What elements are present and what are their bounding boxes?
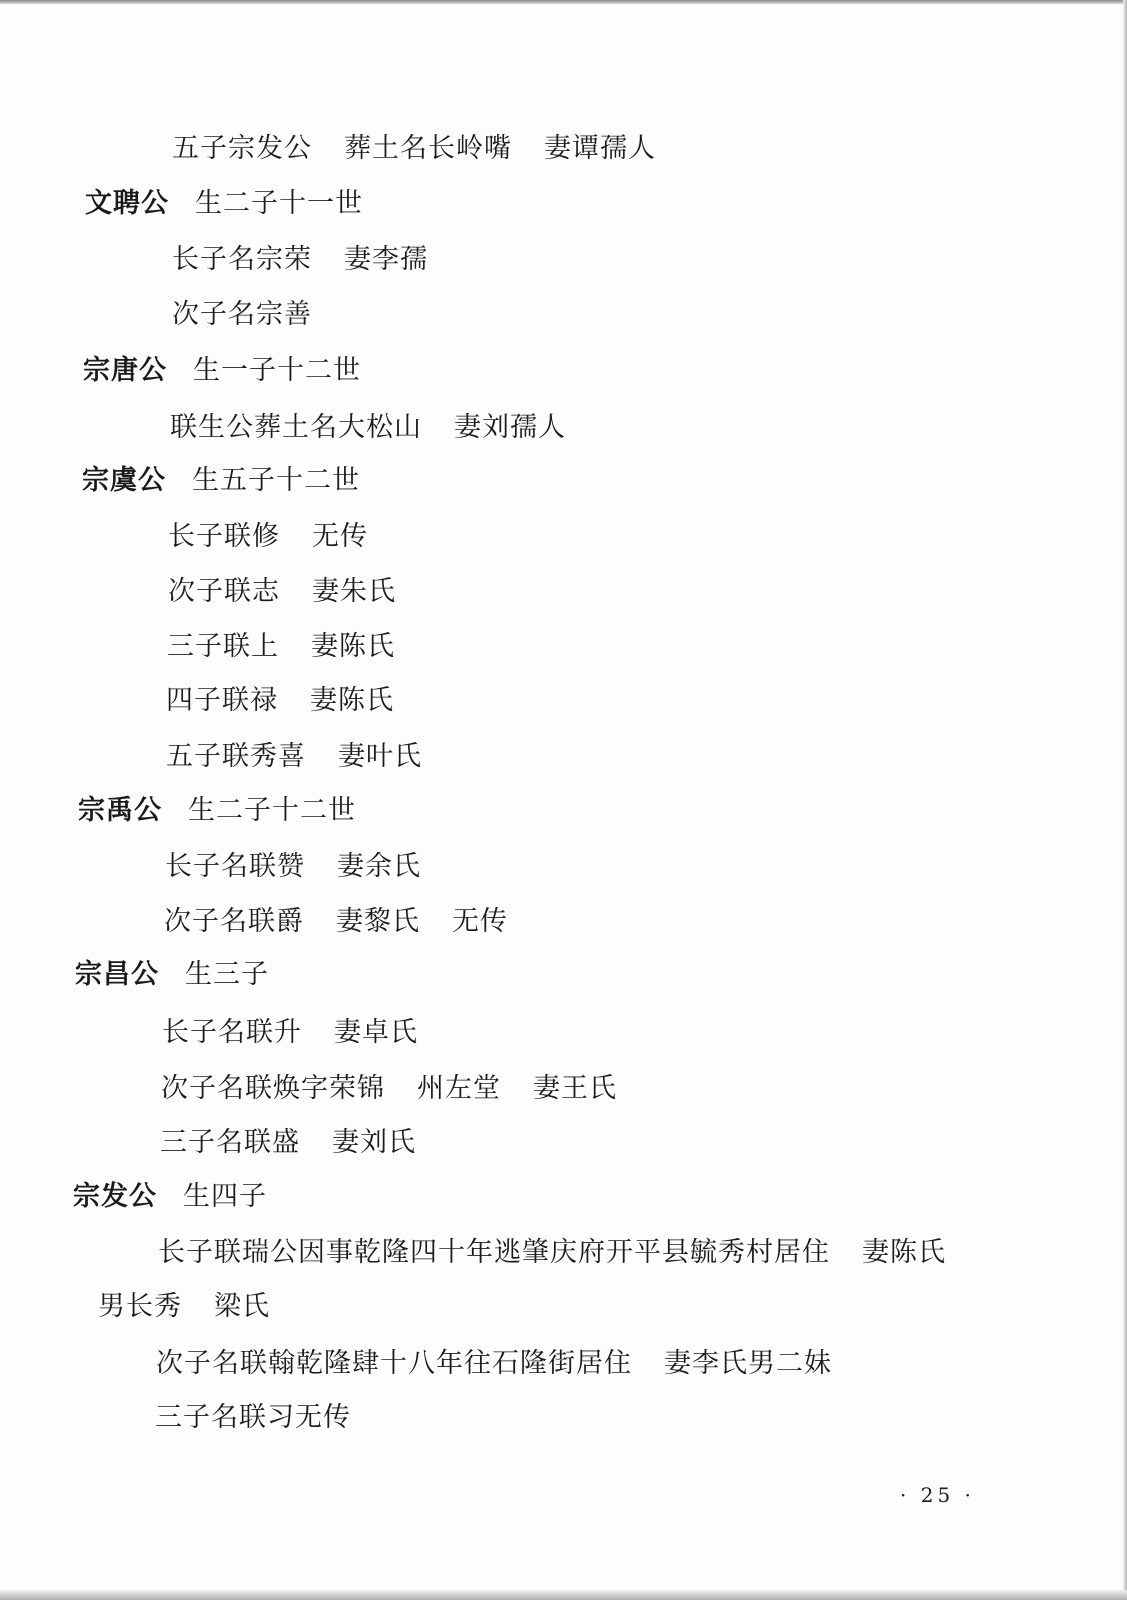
line-text: 无传 (452, 906, 508, 937)
ancestor-name: 宗禹公 (78, 795, 162, 826)
genealogy-line (155, 1401, 351, 1435)
line-text: 五子联秀喜 (166, 741, 306, 772)
genealogy-line (164, 905, 508, 939)
genealogy-line (170, 411, 566, 445)
genealogy-line (160, 1126, 416, 1160)
genealogy-line (172, 132, 656, 166)
ancestor-heading (75, 958, 269, 992)
line-text: 长子联瑞公因事乾隆四十年逃肇庆府开平县毓秀村居住 (158, 1237, 830, 1268)
line-text: 长子名联赞 (165, 851, 305, 882)
genealogy-line (172, 243, 428, 277)
genealogy-line (166, 684, 394, 718)
ancestor-heading (83, 354, 361, 388)
line-text: 妻谭孺人 (544, 133, 656, 164)
line-text: 联生公葬土名大松山 (170, 412, 422, 443)
genealogy-line-continuation (98, 1290, 270, 1324)
ancestor-desc: 生一子十二世 (193, 355, 361, 386)
ancestor-name: 宗发公 (73, 1181, 157, 1212)
genealogy-line (158, 1236, 946, 1270)
ancestor-desc: 生五子十二世 (192, 465, 360, 496)
line-text: 妻卓氏 (334, 1017, 418, 1048)
line-text: 长子联修 (168, 521, 280, 552)
scan-bottom-edge (0, 1590, 1127, 1600)
line-text: 妻黎氏 (336, 906, 420, 937)
line-text: 葬土名长岭嘴 (344, 133, 512, 164)
genealogy-line (166, 740, 422, 774)
line-text: 妻李孺 (344, 244, 428, 275)
genealogy-line (168, 575, 396, 609)
line-text: 妻王氏 (533, 1073, 617, 1104)
genealogy-line (172, 298, 312, 332)
ancestor-desc: 生三子 (185, 959, 269, 990)
line-text: 无传 (312, 521, 368, 552)
ancestor-name: 文聘公 (85, 188, 169, 219)
line-text: 次子联志 (168, 576, 280, 607)
page-number: · 25 · (900, 1483, 975, 1507)
ancestor-desc: 生二子十一世 (195, 188, 363, 219)
line-text: 妻陈氏 (311, 631, 395, 662)
ancestor-name: 宗昌公 (75, 959, 159, 990)
line-text: 次子名联焕字荣锦 (161, 1073, 385, 1104)
line-text: 妻李氏男二妹 (664, 1348, 832, 1379)
genealogy-line (167, 630, 395, 664)
line-text: 妻刘孺人 (454, 412, 566, 443)
ancestor-name: 宗虞公 (82, 465, 166, 496)
line-text: 男长秀 (98, 1291, 182, 1322)
line-text: 次子名联翰乾隆肆十八年往石隆街居住 (156, 1348, 632, 1379)
ancestor-heading (85, 187, 363, 221)
line-text: 长子名宗荣 (172, 244, 312, 275)
scan-top-edge (0, 0, 1127, 4)
genealogy-line (161, 1072, 617, 1106)
line-text: 四子联禄 (166, 685, 278, 716)
ancestor-heading (73, 1180, 267, 1214)
line-text: 长子名联升 (162, 1017, 302, 1048)
line-text: 次子名宗善 (172, 299, 312, 330)
ancestor-desc: 生四子 (183, 1181, 267, 1212)
line-text: 三子名联习无传 (155, 1402, 351, 1433)
line-text: 妻余氏 (337, 851, 421, 882)
line-text: 三子联上 (167, 631, 279, 662)
line-text: 妻朱氏 (312, 576, 396, 607)
genealogy-line (165, 850, 421, 884)
line-text: 妻刘氏 (332, 1127, 416, 1158)
ancestor-heading (78, 794, 356, 828)
genealogy-line (162, 1016, 418, 1050)
line-text: 妻陈氏 (862, 1237, 946, 1268)
line-text: 三子名联盛 (160, 1127, 300, 1158)
genealogy-line (168, 520, 368, 554)
ancestor-name: 宗唐公 (83, 355, 167, 386)
genealogy-line (156, 1347, 832, 1381)
line-text: 梁氏 (214, 1291, 270, 1322)
line-text: 妻陈氏 (310, 685, 394, 716)
line-text: 妻叶氏 (338, 741, 422, 772)
ancestor-desc: 生二子十二世 (188, 795, 356, 826)
line-text: 五子宗发公 (172, 133, 312, 164)
ancestor-heading (82, 464, 360, 498)
line-text: 州左堂 (417, 1073, 501, 1104)
scan-right-edge (1123, 0, 1127, 1600)
line-text: 次子名联爵 (164, 906, 304, 937)
